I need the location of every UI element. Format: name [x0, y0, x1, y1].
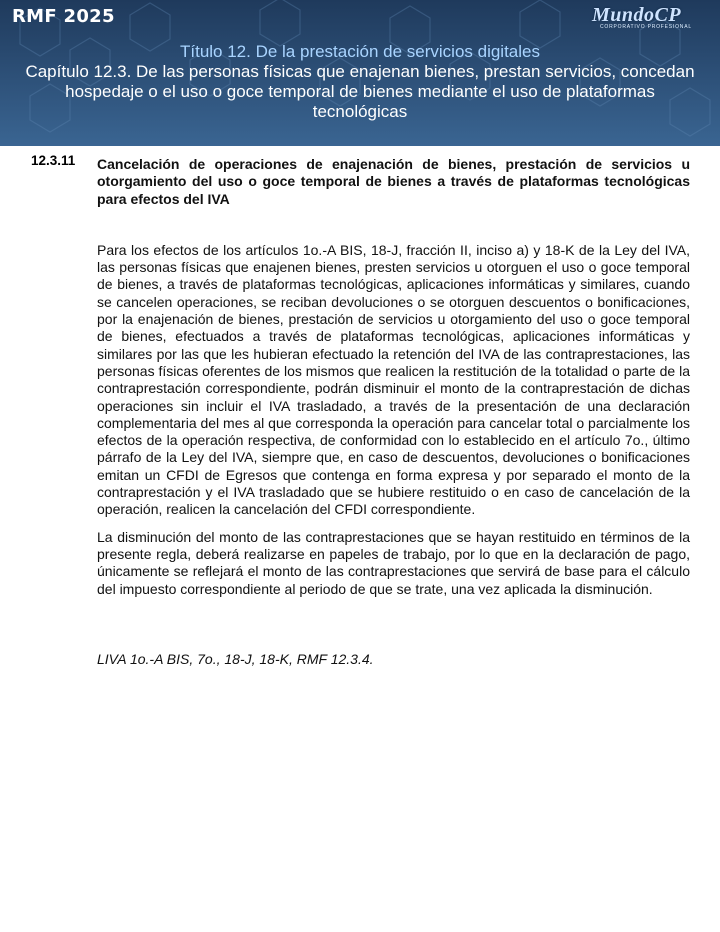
chapter-line: Capítulo 12.3. De las personas físicas que enajenan bienes, prestan servicios, concedan hospedaje o el uso o goce temporal de bienes mediante el uso de plataformas tecnológicas: [25, 62, 695, 121]
rule-number: 12.3.11: [31, 153, 76, 168]
rule-title: Cancelación de operaciones de enajenación de bienes, prestación de servicios u otorgamiento del uso o goce temporal de bienes a través de plataformas tecnológicas para efectos del IVA: [97, 156, 690, 207]
title-block: [20, 42, 700, 122]
document-header: [0, 0, 720, 146]
rule-content: [97, 156, 690, 668]
company-logo: [586, 2, 698, 28]
rule-paragraph: Para los efectos de los artículos 1o.-A BIS, 18-J, fracción II, inciso a) y 18-K de la Ley del IVA, las personas físicas que enajenen bienes, presten servicios u otorguen el uso o goce temporal de bienes, a través de plataformas tecnológicas, aplicaciones informáticas y similares, cuando se cancelen operaciones, se reciban devoluciones o se otorguen descuentos o bonificaciones, por la enajenación de bienes, prestación de servicios u otorgamiento del uso o goce temporal de bienes, efectuados a través de plataformas tecnológicas, aplicaciones informáticas y similares por las que les hubieran efectuado la retención del IVA de las contraprestaciones, las personas físicas oferentes de los mismos que realicen la restitución de la totalidad o parte de la contraprestación correspondiente, podrán disminuir el monto de la contraprestación de dichas operaciones sin incluir el IVA trasladado, a través de la presentación de una declaración complementaria del mes al que corresponda la operación para cancelar total o parcialmente los efectos de la operación respectiva, de conformidad con lo establecido en el artículo 7o., último párrafo de la Ley del IVA, siempre que, en caso de descuentos, devoluciones o bonificaciones emitan un CFDI de Egresos que contenga en forma expresa y por separado el monto de la contraprestación y el IVA trasladado que se hubiere restituido o en caso de cancelación de la operación, realicen la cancelación del CFDI correspondiente.: [97, 241, 690, 518]
title-line: Título 12. De la prestación de servicios digitales: [179, 42, 540, 61]
logo-subtext: CORPORATIVO PROFESIONAL: [600, 24, 692, 30]
rule-reference: LIVA 1o.-A BIS, 7o., 18-J, 18-K, RMF 12.3.4.: [97, 650, 374, 667]
document-label: RMF 2025: [12, 6, 115, 27]
rule-paragraph: La disminución del monto de las contraprestaciones que se hayan restituido en términos de la presente regla, deberá realizarse en papeles de trabajo, por lo que en la declaración de pago, únicamente se reflejará el monto de las contraprestaciones que servirá de base para el cálculo del impuesto correspondiente al periodo de que se trate, una vez aplicada la disminución.: [97, 528, 690, 597]
logo-text: MundoCP: [592, 4, 682, 26]
